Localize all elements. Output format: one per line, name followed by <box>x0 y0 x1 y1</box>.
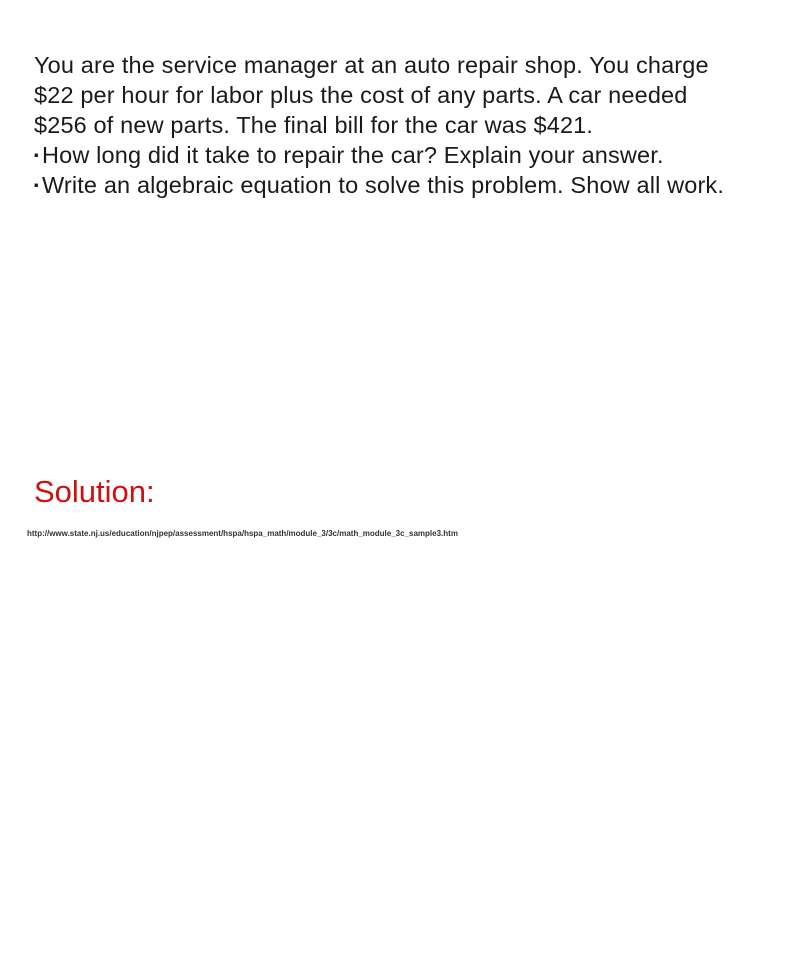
bullet-icon: · <box>33 142 41 168</box>
question-text: How long did it take to repair the car? Explain your answer. <box>42 142 664 168</box>
problem-line: $22 per hour for labor plus the cost of any parts. A car needed <box>34 82 688 108</box>
question-item <box>33 140 794 170</box>
question-list <box>34 140 794 200</box>
question-text: Write an algebraic equation to solve this problem. Show all work. <box>42 172 725 198</box>
solution-heading: Solution: <box>34 474 155 509</box>
question-item <box>33 170 794 200</box>
bullet-icon: · <box>33 172 41 198</box>
source-link[interactable]: http://www.state.nj.us/education/njpep/assessment/hspa/hspa_math/module_3/3c/math_module_3c_sample3.htm <box>27 529 458 538</box>
problem-line: $256 of new parts. The final bill for the car was $421. <box>34 112 594 138</box>
problem-line: You are the service manager at an auto repair shop. You charge <box>34 52 709 78</box>
problem-statement <box>34 50 794 200</box>
